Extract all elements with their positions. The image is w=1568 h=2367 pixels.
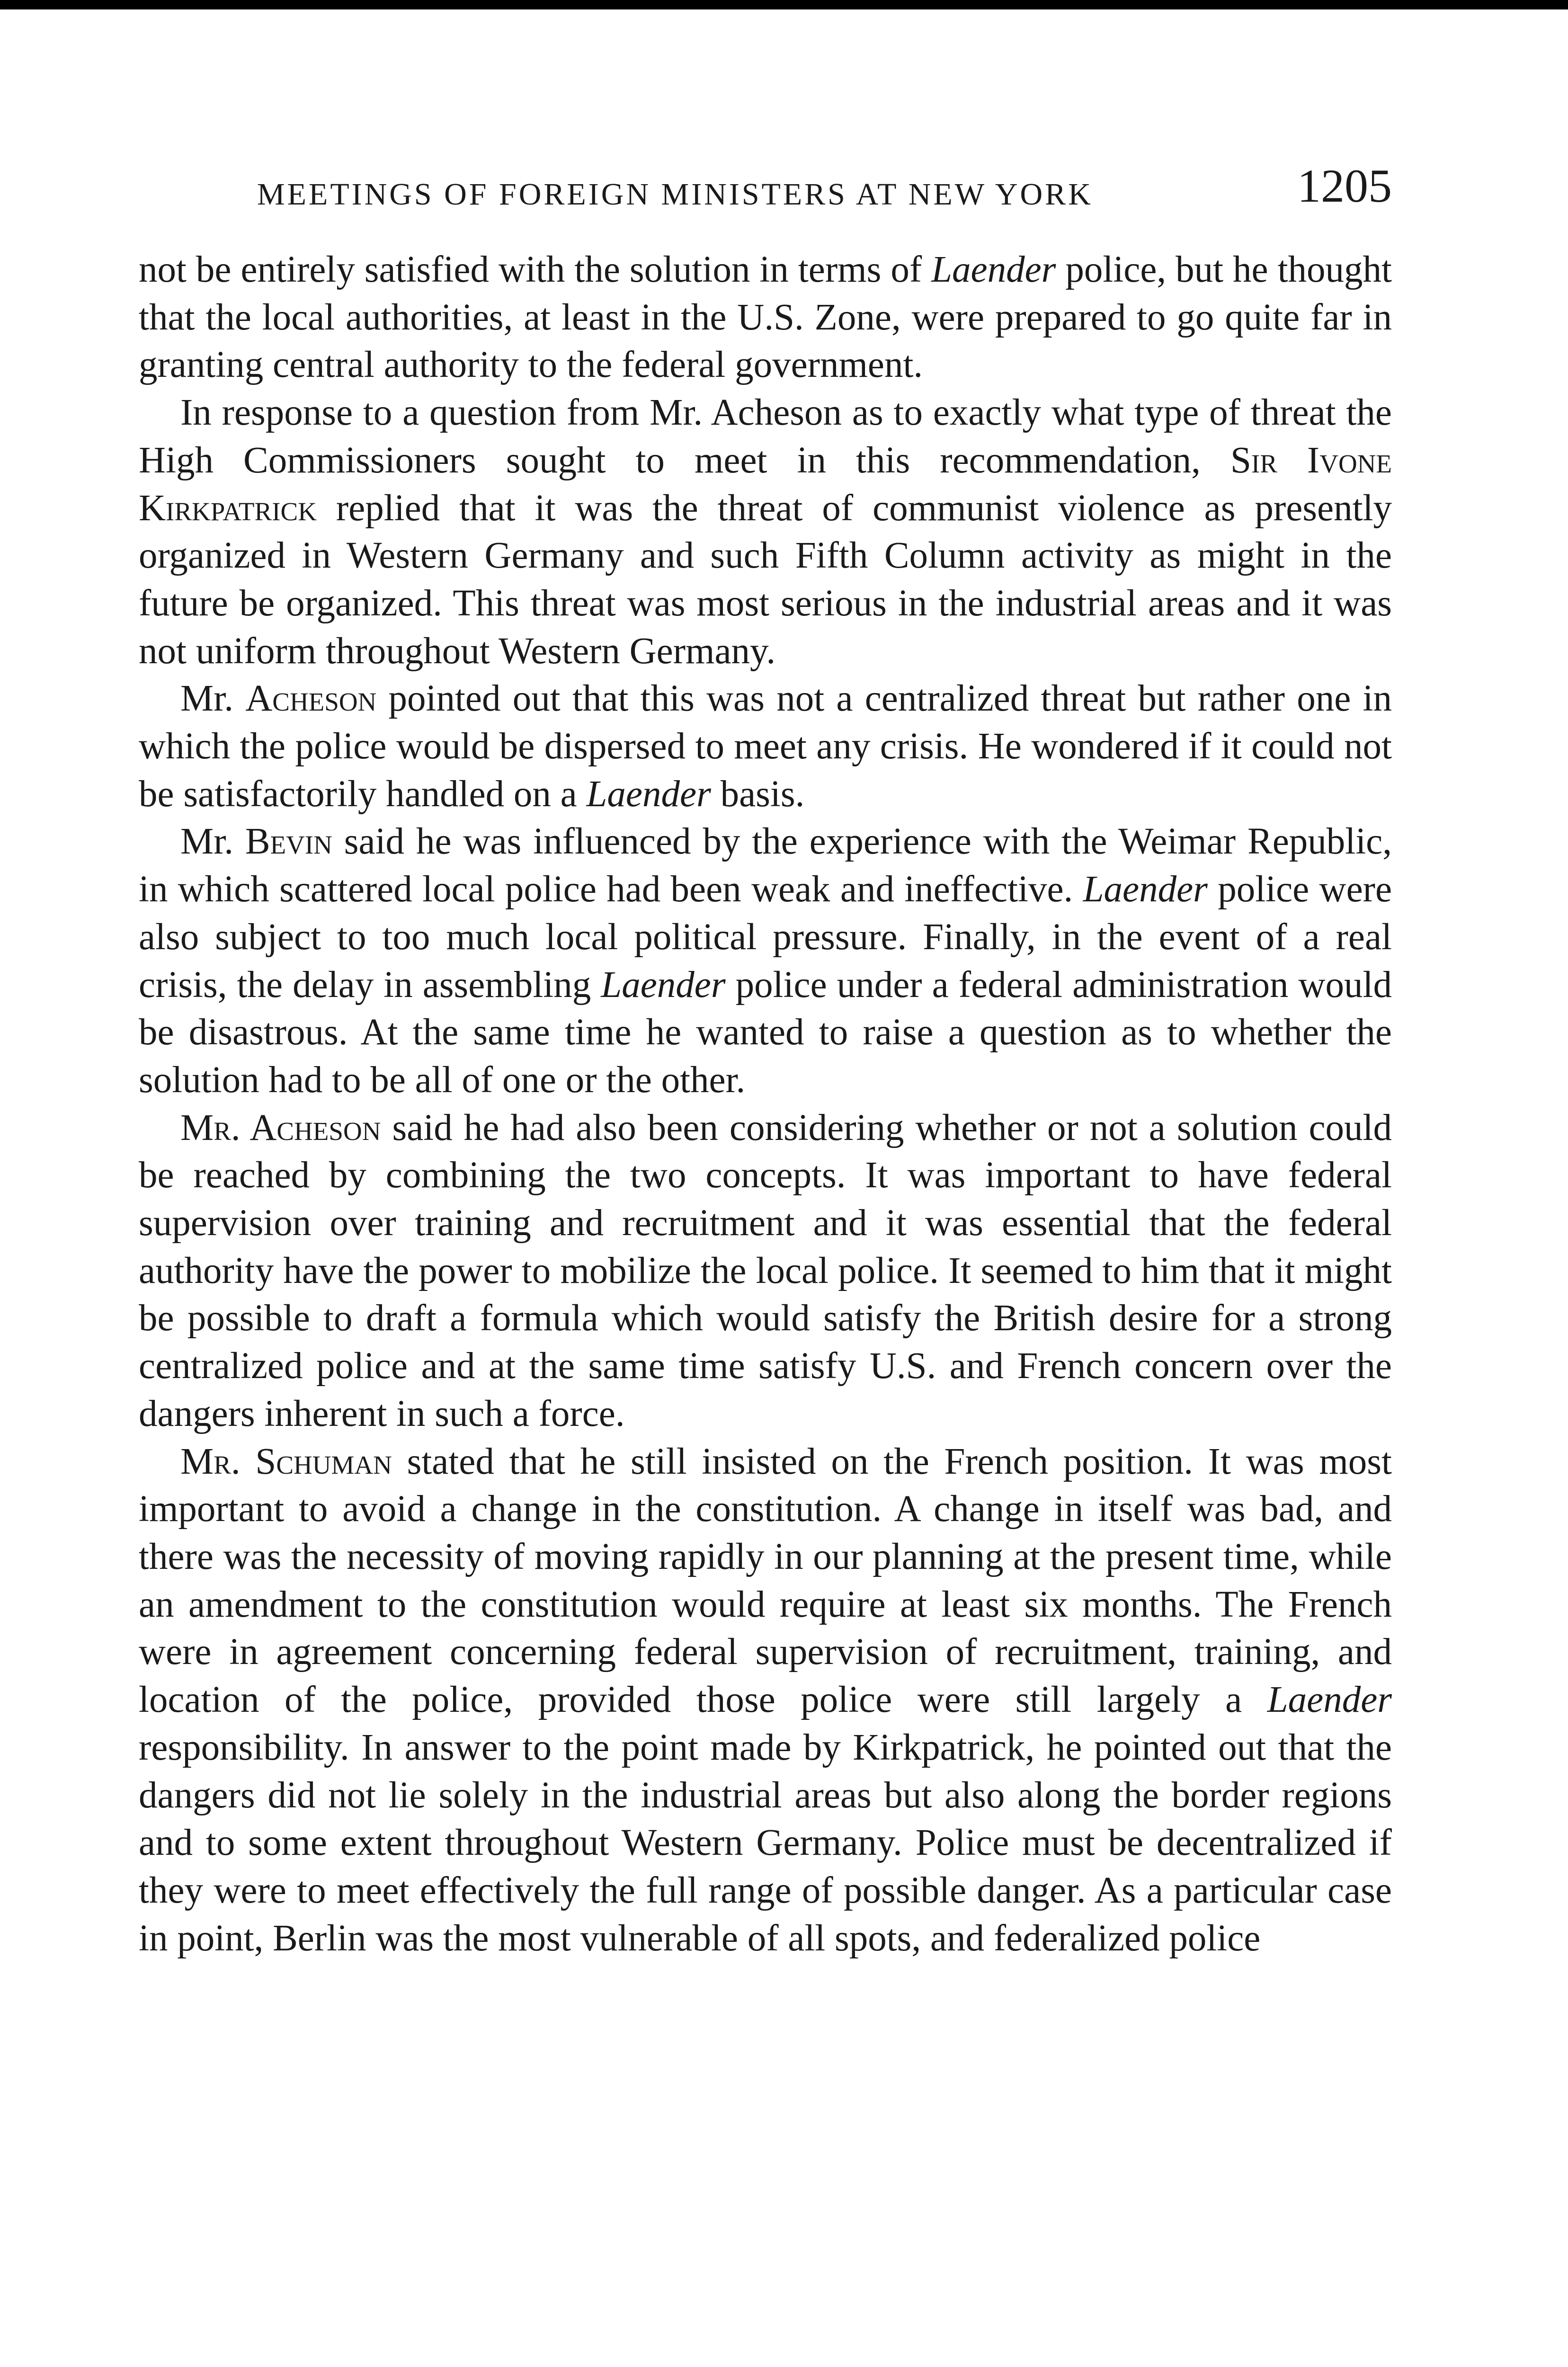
laender-term: Laender <box>1083 869 1208 910</box>
page-number: 1205 <box>1297 160 1392 212</box>
paragraph-5: Mr. Acheson said he had also been considering whether or not a solution could be reached by combining the two concepts. It was important to have federal supervision over training and recruitment and it was essential that the federal authority have the power to mobilize the local police. It seemed to him that it might be possible to draft a formula which would satisfy the British desire for a strong centralized police and at the same time satisfy U.S. and French concern over the dangers inherent in such a force. <box>139 1107 1392 1434</box>
laender-term: Laender <box>586 773 711 815</box>
running-title: MEETINGS OF FOREIGN MINISTERS AT NEW YORK <box>257 177 1093 212</box>
page-body <box>139 246 1392 1962</box>
speaker-name: Acheson <box>245 678 377 720</box>
paragraph-6: Mr. Schuman stated that he still insisted on the French position. It was most important to avoid a change in the constitution. A change in itself was bad, and there was the necessity of moving rapidly in our planning at the present time, while an amendment to the constitution would require at least six months. The French were in agreement concerning federal supervision of recruitment, training, and location of the police, provided those police were still largely a Laender responsibility. In answer to the point made by Kirkpatrick, he pointed out that the dangers did not lie solely in the industrial areas but also along the border regions and to some extent throughout Western Germany. Police must be decentralized if they were to meet effectively the full range of possible danger. As a particular case in point, Berlin was the most vulnerable of all spots, and federalized police <box>139 1441 1392 1959</box>
laender-term: Laender <box>601 964 726 1006</box>
speaker-name: Bevin <box>245 821 332 863</box>
running-head <box>139 159 1392 211</box>
speaker-name: Mr. Schuman <box>180 1441 392 1482</box>
paragraph-4: Mr. Bevin said he was influenced by the experience with the Weimar Republic, in which scattered local police had been weak and ineffective. Laender police were also subject to too much local political pressure. Finally, in the event of a real crisis, the delay in assembling Laender police under a federal administration would be disastrous. At the same time he wanted to raise a question as to whether the solution had to be all of one or the other. <box>139 821 1392 1101</box>
laender-term: Laender <box>931 249 1056 290</box>
top-edge-rule <box>0 0 1568 9</box>
speaker-name: Sir Ivone Kirkpatrick <box>139 439 1392 529</box>
laender-term: Laender <box>1267 1679 1392 1721</box>
speaker-name: Mr. Acheson <box>180 1107 381 1148</box>
paragraph-1: not be entirely satisfied with the solution in terms of Laender police, but he thought that the local authorities, at least in the U.S. Zone, were prepared to go quite far in granting central authority to the federal government. <box>139 249 1392 386</box>
paragraph-2: In response to a question from Mr. Acheson as to exactly what type of threat the High Commissioners sought to meet in this recommendation, Sir Ivone Kirkpatrick replied that it was the threat of communist violence as presently organized in Western Germany and such Fifth Column activity as might in the future be organized. This threat was most serious in the industrial areas and it was not uniform throughout Western Germany. <box>139 392 1392 672</box>
paragraph-3: Mr. Acheson pointed out that this was not a centralized threat but rather one in which the police would be dispersed to meet any crisis. He wondered if it could not be satisfactorily handled on a Laender basis. <box>139 678 1392 815</box>
